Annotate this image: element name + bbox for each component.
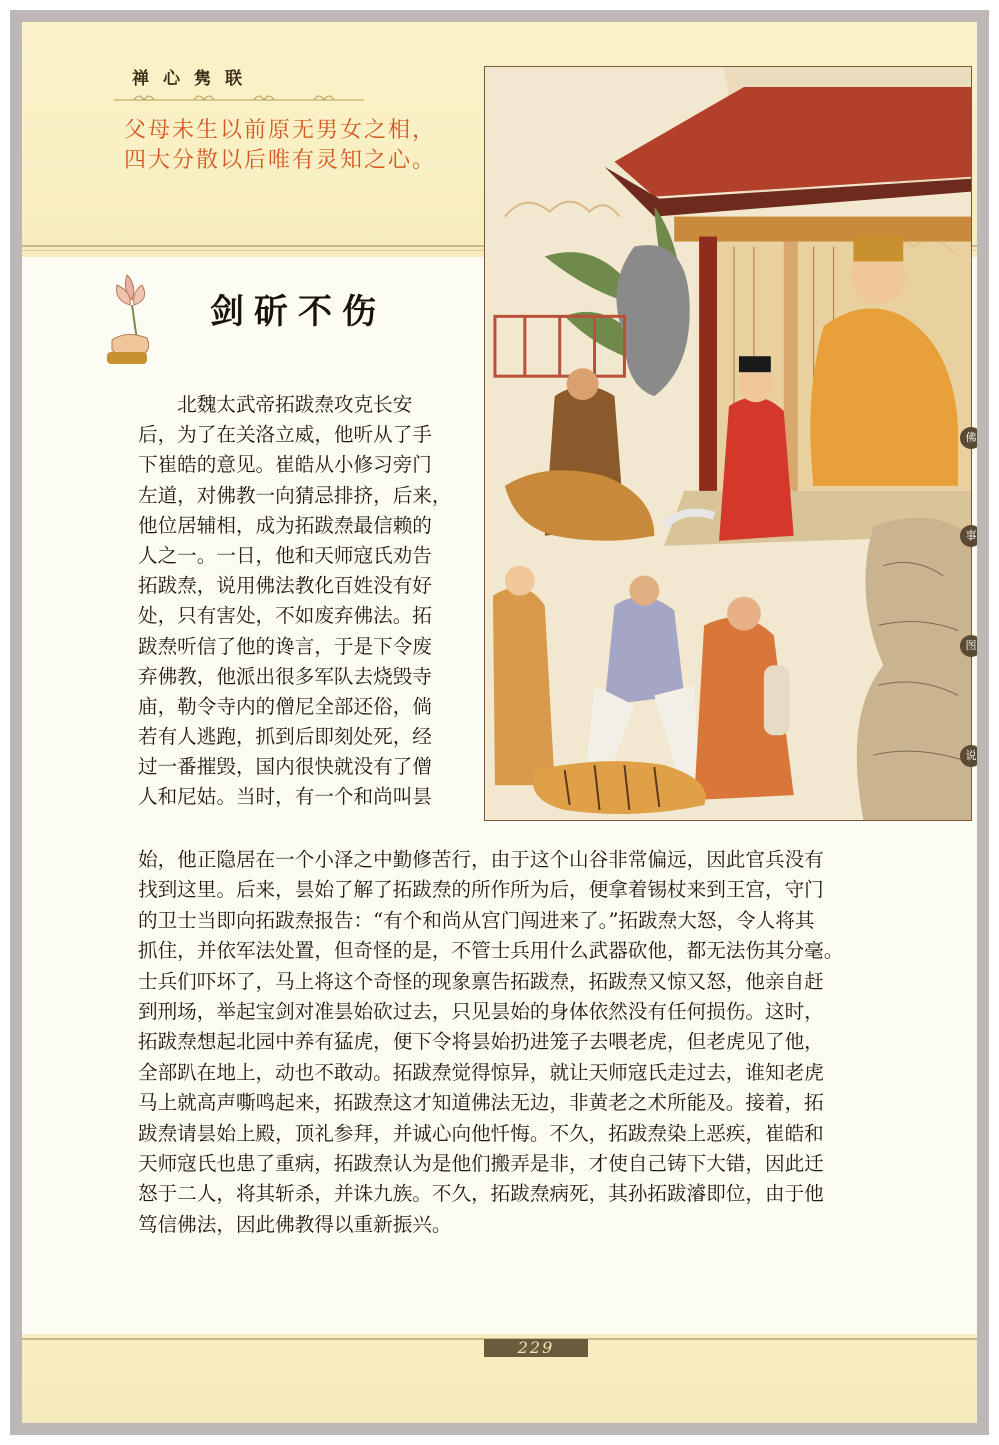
- body-line: 找到这里。后来，昙始了解了拓跋焘的所作所为后，便拿着锡杖来到王宫，守门: [138, 878, 824, 902]
- body-line: 怒于二人，将其斩杀，并诛九族。不久，拓跋焘病死，其孙拓跋濬即位，由于他: [138, 1182, 824, 1206]
- side-tab-shuo: 说: [960, 745, 977, 767]
- body-line: 弃佛教，他派出很多军队去烧毁寺: [138, 664, 432, 688]
- page-number: 229: [484, 1339, 588, 1357]
- body-line: 士兵们吓坏了，马上将这个奇怪的现象禀告拓跋焘，拓跋焘又惊又怒，他亲自赶: [138, 969, 824, 993]
- side-tab-fo: 佛: [960, 427, 977, 449]
- body-line: 若有人逃跑，抓到后即刻处死，经: [138, 725, 432, 749]
- body-line: 人之一。一日，他和天师寇氏劝告: [138, 543, 432, 567]
- body-line: 处，只有害处，不如废弃佛法。拓: [138, 604, 432, 628]
- body-line: 抓住，并依军法处置，但奇怪的是，不管士兵用什么武器砍他，都无法伤其分毫。: [138, 939, 844, 963]
- body-line: 下崔皓的意见。崔皓从小修习旁门: [138, 453, 432, 477]
- body-line: 笃信佛法，因此佛教得以重新振兴。: [138, 1212, 452, 1236]
- body-line: 马上就高声嘶鸣起来，拓跋焘这才知道佛法无边，非黄老之术所能及。接着，拓: [138, 1091, 824, 1115]
- book-page: [22, 22, 977, 1423]
- body-line: 跋焘听信了他的谗言，于是下令废: [138, 634, 432, 658]
- body-line: 全部趴在地上，动也不敢动。拓跋焘觉得惊异，就让天师寇氏走过去，谁知老虎: [138, 1060, 824, 1084]
- body-line: 天师寇氏也患了重病，拓跋焘认为是他们搬弄是非，才使自己铸下大错，因此迁: [138, 1151, 824, 1175]
- body-line: 拓跋焘想起北园中养有猛虎，便下令将昙始扔进笼子去喂老虎，但老虎见了他，: [138, 1030, 824, 1054]
- lotus-hand-icon: [92, 270, 172, 370]
- body-line: 拓跋焘，说用佛法教化百姓没有好: [138, 574, 432, 598]
- body-line: 的卫士当即向拓跋焘报告：“有个和尚从宫门闯进来了。”拓跋焘大怒，令人将其: [138, 908, 815, 932]
- body-line: 他位居辅相，成为拓跋焘最信赖的: [138, 513, 432, 537]
- body-line: 庙，勒令寺内的僧尼全部还俗，倘: [138, 694, 432, 718]
- side-tab-tu: 图: [960, 635, 977, 657]
- section-title: 剑斫不伤: [210, 292, 386, 332]
- body-text-wide: [138, 845, 938, 1240]
- body-line: 过一番摧毁，国内很快就没有了僧: [138, 755, 432, 779]
- couplet: [124, 116, 436, 176]
- body-line: 后，为了在关洛立威，他听从了手: [138, 423, 432, 447]
- couplet-line-1: 父母未生以前原无男女之相，: [124, 118, 437, 143]
- couplet-line-2: 四大分散以后唯有灵知之心。: [124, 148, 437, 173]
- side-tab-shi: 事: [960, 525, 977, 547]
- body-line: 左道，对佛教一向猜忌排挤，后来，: [138, 483, 452, 507]
- buddhist-story-illustration: [484, 66, 972, 821]
- body-line: 跋焘请昙始上殿，顶礼参拜，并诚心向他忏悔。不久，拓跋焘染上恶疾，崔皓和: [138, 1121, 824, 1145]
- body-line: 始，他正隐居在一个小泽之中勤修苦行，由于这个山谷非常偏远，因此官兵没有: [138, 848, 824, 871]
- header-title: 禅心隽联: [132, 69, 256, 89]
- body-line: 到刑场，举起宝剑对准昙始砍过去，只见昙始的身体依然没有任何损伤。这时，: [138, 999, 824, 1023]
- body-line: 人和尼姑。当时，有一个和尚叫昙: [138, 785, 432, 809]
- body-line: 北魏太武帝拓跋焘攻克长安: [138, 393, 413, 416]
- lotus-ornament-icon: [114, 90, 364, 104]
- body-text-narrow: [138, 390, 484, 813]
